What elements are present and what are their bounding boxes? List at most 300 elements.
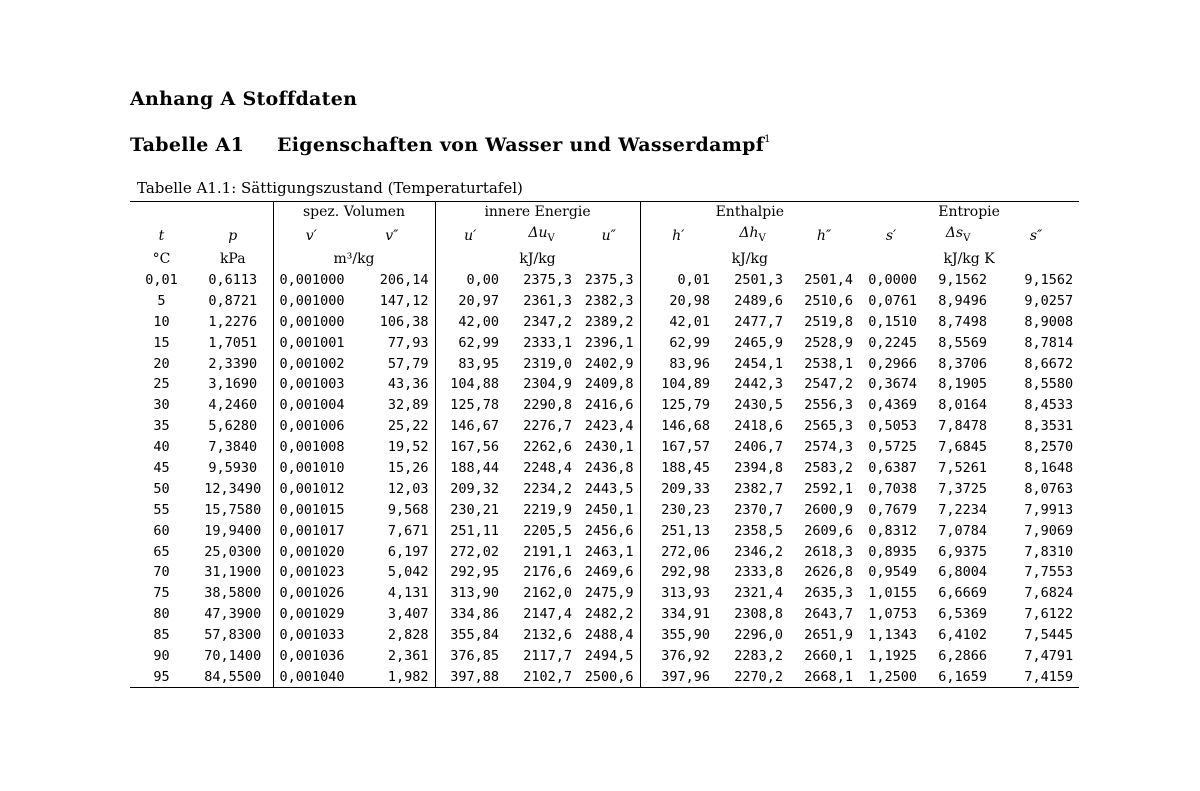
- cell-s-vapor: 9,1562: [1024, 272, 1074, 289]
- cell-u-vapor: 2382,3: [578, 290, 640, 311]
- cell-s-liquid: 1,0753: [868, 606, 918, 623]
- footnote-marker: 1: [764, 134, 771, 145]
- cell-v-vapor: 25,22: [349, 416, 435, 437]
- cell-temperature: 20: [153, 355, 170, 372]
- cell-h-liquid: 104,89: [661, 376, 711, 393]
- cell-pressure: 70,1400: [193, 646, 273, 667]
- cell-s-vapor: 7,9069: [1024, 522, 1074, 539]
- cell-s-liquid: 0,5725: [868, 439, 918, 456]
- table-row: [130, 311, 1079, 332]
- table-row: [130, 562, 1079, 583]
- cell-s-evap: 6,2866: [938, 648, 988, 665]
- cell-temperature: 75: [153, 585, 170, 602]
- cell-h-evap: 2454,1: [734, 355, 784, 372]
- cell-h-vapor: 2592,1: [804, 480, 854, 497]
- cell-s-evap: 7,0784: [938, 522, 988, 539]
- cell-v-vapor: 43,36: [349, 374, 435, 395]
- cell-u-evap: 2290,8: [523, 397, 573, 414]
- cell-u-evap: 2205,5: [523, 522, 573, 539]
- cell-u-liquid: 167,56: [450, 439, 500, 456]
- cell-pressure: 1,7051: [193, 332, 273, 353]
- cell-h-liquid: 20,98: [669, 292, 711, 309]
- cell-v-liquid: 0,001000: [279, 272, 345, 289]
- cell-s-liquid: 0,8312: [868, 522, 918, 539]
- cell-h-liquid: 83,96: [669, 355, 711, 372]
- cell-h-vapor: 2519,8: [804, 313, 854, 330]
- table-row: [130, 416, 1079, 437]
- cell-u-vapor: 2475,9: [578, 583, 640, 604]
- cell-s-vapor: 8,7814: [1024, 334, 1074, 351]
- cell-pressure: 7,3840: [193, 437, 273, 458]
- cell-u-liquid: 313,90: [450, 585, 500, 602]
- cell-s-vapor: 9,0257: [1024, 292, 1074, 309]
- cell-pressure: 31,1900: [193, 562, 273, 583]
- cell-u-evap: 2132,6: [523, 627, 573, 644]
- cell-h-vapor: 2583,2: [804, 460, 854, 477]
- table-number: Tabelle A1: [130, 134, 245, 156]
- cell-pressure: 47,3900: [193, 604, 273, 625]
- cell-u-liquid: 20,97: [458, 292, 500, 309]
- cell-h-liquid: 62,99: [669, 334, 711, 351]
- cell-temperature: 10: [153, 313, 170, 330]
- cell-u-liquid: 397,88: [450, 668, 500, 685]
- cell-h-vapor: 2600,9: [804, 501, 854, 518]
- cell-u-vapor: 2450,1: [578, 499, 640, 520]
- cell-h-liquid: 167,57: [661, 439, 711, 456]
- table-row: [130, 332, 1079, 353]
- cell-s-vapor: 8,4533: [1024, 397, 1074, 414]
- cell-s-liquid: 0,0761: [868, 292, 918, 309]
- cell-u-liquid: 251,11: [450, 522, 500, 539]
- cell-u-vapor: 2469,6: [578, 562, 640, 583]
- cell-u-evap: 2191,1: [523, 543, 573, 560]
- cell-u-liquid: 0,00: [466, 272, 500, 289]
- cell-pressure: 25,0300: [193, 541, 273, 562]
- cell-h-liquid: 251,13: [661, 522, 711, 539]
- header-cell-empty: [130, 202, 193, 223]
- cell-s-liquid: 0,6387: [868, 460, 918, 477]
- cell-s-evap: 7,5261: [938, 460, 988, 477]
- cell-s-liquid: 0,2245: [868, 334, 918, 351]
- cell-pressure: 57,8300: [193, 625, 273, 646]
- table-row: [130, 437, 1079, 458]
- cell-v-vapor: 19,52: [349, 437, 435, 458]
- cell-h-liquid: 355,90: [661, 627, 711, 644]
- cell-v-vapor: 4,131: [349, 583, 435, 604]
- table-row: [130, 270, 1079, 291]
- cell-h-vapor: 2538,1: [804, 355, 854, 372]
- cell-v-liquid: 0,001000: [279, 313, 345, 330]
- cell-s-evap: 7,8478: [938, 418, 988, 435]
- cell-pressure: 3,1690: [193, 374, 273, 395]
- saturation-table: [130, 201, 1079, 688]
- cell-pressure: 19,9400: [193, 520, 273, 541]
- cell-h-evap: 2270,2: [734, 668, 784, 685]
- cell-u-vapor: 2436,8: [578, 458, 640, 479]
- cell-v-liquid: 0,001020: [279, 543, 345, 560]
- cell-pressure: 84,5500: [193, 667, 273, 688]
- cell-temperature: 70: [153, 564, 170, 581]
- table-row: [130, 520, 1079, 541]
- cell-h-evap: 2489,6: [734, 292, 784, 309]
- cell-pressure: 2,3390: [193, 353, 273, 374]
- cell-s-vapor: 7,4159: [1024, 668, 1074, 685]
- cell-h-vapor: 2635,3: [804, 585, 854, 602]
- cell-pressure: 0,8721: [193, 290, 273, 311]
- cell-s-vapor: 8,2570: [1024, 439, 1074, 456]
- symbol-s2: s″: [1029, 227, 1043, 244]
- cell-pressure: 15,7580: [193, 499, 273, 520]
- symbol-h2: h″: [816, 227, 832, 244]
- cell-u-evap: 2176,6: [523, 564, 573, 581]
- cell-v-liquid: 0,001008: [279, 439, 345, 456]
- cell-s-liquid: 0,1510: [868, 313, 918, 330]
- cell-v-liquid: 0,001012: [279, 480, 345, 497]
- cell-h-evap: 2370,7: [734, 501, 784, 518]
- cell-v-vapor: 32,89: [349, 395, 435, 416]
- symbol-dh: $\Delta h_V$: [739, 224, 766, 244]
- cell-u-evap: 2304,9: [523, 376, 573, 393]
- appendix-heading: Anhang A Stoffdaten: [130, 88, 358, 110]
- symbol-u2: u″: [578, 223, 640, 249]
- cell-u-evap: 2319,0: [523, 355, 573, 372]
- table-row: [130, 541, 1079, 562]
- cell-s-liquid: 0,8935: [868, 543, 918, 560]
- cell-v-liquid: 0,001036: [279, 648, 345, 665]
- table-row: [130, 625, 1079, 646]
- cell-s-liquid: 0,9549: [868, 564, 918, 581]
- cell-u-liquid: 355,84: [450, 627, 500, 644]
- cell-temperature: 85: [153, 627, 170, 644]
- cell-s-evap: 8,3706: [938, 355, 988, 372]
- cell-u-vapor: 2416,6: [578, 395, 640, 416]
- cell-s-liquid: 0,2966: [868, 355, 918, 372]
- cell-u-vapor: 2463,1: [578, 541, 640, 562]
- cell-h-evap: 2394,8: [734, 460, 784, 477]
- cell-v-liquid: 0,001001: [279, 334, 345, 351]
- table-row: [130, 604, 1079, 625]
- cell-v-liquid: 0,001017: [279, 522, 345, 539]
- cell-u-evap: 2102,7: [523, 668, 573, 685]
- cell-h-evap: 2430,5: [734, 397, 784, 414]
- cell-h-evap: 2477,7: [734, 313, 784, 330]
- unit-t: °C: [152, 251, 171, 268]
- cell-h-evap: 2501,3: [734, 272, 784, 289]
- cell-h-evap: 2442,3: [734, 376, 784, 393]
- cell-u-liquid: 83,95: [458, 355, 500, 372]
- cell-u-vapor: 2409,8: [578, 374, 640, 395]
- symbol-s1: s′: [885, 227, 897, 244]
- cell-u-evap: 2234,2: [523, 480, 573, 497]
- cell-h-evap: 2382,7: [734, 480, 784, 497]
- cell-v-vapor: 57,79: [349, 353, 435, 374]
- cell-temperature: 50: [153, 480, 170, 497]
- table-row: [130, 667, 1079, 688]
- symbol-ds: $\Delta s_V$: [945, 224, 971, 244]
- cell-v-liquid: 0,001006: [279, 418, 345, 435]
- cell-v-liquid: 0,001015: [279, 501, 345, 518]
- unit-energy: kJ/kg: [435, 249, 640, 270]
- cell-temperature: 5: [157, 292, 166, 309]
- symbol-t: t: [158, 227, 165, 244]
- cell-pressure: 4,2460: [193, 395, 273, 416]
- cell-u-vapor: 2456,6: [578, 520, 640, 541]
- cell-h-vapor: 2547,2: [804, 376, 854, 393]
- cell-u-liquid: 188,44: [450, 460, 500, 477]
- cell-s-vapor: 8,3531: [1024, 418, 1074, 435]
- cell-v-liquid: 0,001033: [279, 627, 345, 644]
- cell-h-vapor: 2668,1: [804, 668, 854, 685]
- table-row: [130, 458, 1079, 479]
- cell-h-evap: 2333,8: [734, 564, 784, 581]
- cell-h-vapor: 2528,9: [804, 334, 854, 351]
- cell-h-evap: 2358,5: [734, 522, 784, 539]
- cell-s-liquid: 0,3674: [868, 376, 918, 393]
- cell-u-vapor: 2389,2: [578, 311, 640, 332]
- cell-u-evap: 2162,0: [523, 585, 573, 602]
- cell-s-vapor: 7,9913: [1024, 501, 1074, 518]
- table-row: [130, 353, 1079, 374]
- cell-h-vapor: 2660,1: [804, 648, 854, 665]
- cell-u-liquid: 62,99: [458, 334, 500, 351]
- cell-s-liquid: 0,0000: [868, 272, 918, 289]
- cell-v-vapor: 7,671: [349, 520, 435, 541]
- header-cell-empty: [193, 202, 273, 223]
- cell-u-vapor: 2494,5: [578, 646, 640, 667]
- cell-s-vapor: 7,6122: [1024, 606, 1074, 623]
- cell-h-evap: 2418,6: [734, 418, 784, 435]
- cell-h-liquid: 397,96: [661, 668, 711, 685]
- cell-v-liquid: 0,001003: [279, 376, 345, 393]
- cell-s-vapor: 7,5445: [1024, 627, 1074, 644]
- cell-h-evap: 2406,7: [734, 439, 784, 456]
- cell-s-vapor: 8,0763: [1024, 480, 1074, 497]
- cell-s-evap: 6,4102: [938, 627, 988, 644]
- cell-v-liquid: 0,001029: [279, 606, 345, 623]
- cell-s-evap: 8,1905: [938, 376, 988, 393]
- table-title: Eigenschaften von Wasser und Wasserdampf: [277, 134, 765, 156]
- cell-s-liquid: 1,1925: [868, 648, 918, 665]
- cell-s-liquid: 0,5053: [868, 418, 918, 435]
- cell-s-evap: 7,2234: [938, 501, 988, 518]
- cell-h-liquid: 313,93: [661, 585, 711, 602]
- cell-s-liquid: 1,0155: [868, 585, 918, 602]
- symbol-v1: v′: [305, 227, 317, 244]
- cell-u-liquid: 230,21: [450, 501, 500, 518]
- cell-u-vapor: 2396,1: [578, 332, 640, 353]
- cell-h-evap: 2465,9: [734, 334, 784, 351]
- unit-p: kPa: [193, 249, 273, 270]
- cell-v-vapor: 206,14: [349, 270, 435, 291]
- cell-v-liquid: 0,001026: [279, 585, 345, 602]
- table-row: [130, 290, 1079, 311]
- cell-pressure: 0,6113: [193, 270, 273, 291]
- cell-s-vapor: 7,6824: [1024, 585, 1074, 602]
- cell-v-vapor: 77,93: [349, 332, 435, 353]
- cell-temperature: 80: [153, 606, 170, 623]
- cell-temperature: 35: [153, 418, 170, 435]
- cell-v-vapor: 15,26: [349, 458, 435, 479]
- cell-s-liquid: 0,7679: [868, 501, 918, 518]
- cell-v-vapor: 6,197: [349, 541, 435, 562]
- cell-s-vapor: 8,5580: [1024, 376, 1074, 393]
- cell-h-liquid: 230,23: [661, 501, 711, 518]
- table-row: [130, 374, 1079, 395]
- cell-s-evap: 8,0164: [938, 397, 988, 414]
- cell-v-liquid: 0,001010: [279, 460, 345, 477]
- unit-header-row: [130, 249, 1079, 270]
- unit-enthalpy: kJ/kg: [731, 251, 768, 268]
- cell-s-evap: 7,3725: [938, 480, 988, 497]
- cell-h-vapor: 2643,7: [804, 606, 854, 623]
- cell-s-vapor: 7,4791: [1024, 648, 1074, 665]
- cell-s-evap: 6,1659: [938, 668, 988, 685]
- cell-h-evap: 2308,8: [734, 606, 784, 623]
- cell-temperature: 45: [153, 460, 170, 477]
- cell-h-liquid: 292,98: [661, 564, 711, 581]
- cell-u-evap: 2262,6: [523, 439, 573, 456]
- cell-s-liquid: 1,2500: [868, 668, 918, 685]
- cell-u-vapor: 2423,4: [578, 416, 640, 437]
- cell-h-liquid: 125,79: [661, 397, 711, 414]
- cell-h-liquid: 209,33: [661, 480, 711, 497]
- cell-s-evap: 6,9375: [938, 543, 988, 560]
- cell-s-evap: 8,9496: [938, 292, 988, 309]
- group-header-row: [130, 202, 1079, 223]
- table-row: [130, 395, 1079, 416]
- cell-u-liquid: 146,67: [450, 418, 500, 435]
- unit-volume: m³/kg: [273, 249, 435, 270]
- cell-u-evap: 2219,9: [523, 501, 573, 518]
- cell-v-vapor: 9,568: [349, 499, 435, 520]
- cell-s-evap: 6,8004: [938, 564, 988, 581]
- cell-h-evap: 2283,2: [734, 648, 784, 665]
- cell-h-liquid: 146,68: [661, 418, 711, 435]
- cell-u-liquid: 104,88: [450, 376, 500, 393]
- cell-pressure: 1,2276: [193, 311, 273, 332]
- cell-u-liquid: 125,78: [450, 397, 500, 414]
- cell-s-vapor: 8,6672: [1024, 355, 1074, 372]
- cell-h-vapor: 2609,6: [804, 522, 854, 539]
- cell-u-liquid: 42,00: [458, 313, 500, 330]
- symbol-h1: h′: [672, 227, 685, 244]
- cell-u-evap: 2276,7: [523, 418, 573, 435]
- cell-u-vapor: 2443,5: [578, 478, 640, 499]
- cell-v-liquid: 0,001040: [279, 668, 345, 685]
- cell-h-vapor: 2510,6: [804, 292, 854, 309]
- cell-temperature: 30: [153, 397, 170, 414]
- cell-temperature: 40: [153, 439, 170, 456]
- cell-s-liquid: 0,4369: [868, 397, 918, 414]
- cell-temperature: 65: [153, 543, 170, 560]
- cell-h-vapor: 2565,3: [804, 418, 854, 435]
- table-row: [130, 646, 1079, 667]
- cell-u-evap: 2375,3: [523, 272, 573, 289]
- table-heading: [130, 134, 771, 156]
- cell-u-vapor: 2482,2: [578, 604, 640, 625]
- cell-temperature: 90: [153, 648, 170, 665]
- group-header-enthalpy: Enthalpie: [715, 204, 785, 221]
- cell-s-evap: 6,5369: [938, 606, 988, 623]
- cell-u-vapor: 2430,1: [578, 437, 640, 458]
- cell-s-liquid: 0,7038: [868, 480, 918, 497]
- cell-v-liquid: 0,001004: [279, 397, 345, 414]
- cell-h-liquid: 376,92: [661, 648, 711, 665]
- cell-v-vapor: 106,38: [349, 311, 435, 332]
- cell-h-liquid: 42,01: [669, 313, 711, 330]
- cell-v-vapor: 3,407: [349, 604, 435, 625]
- cell-s-evap: 6,6669: [938, 585, 988, 602]
- cell-h-evap: 2346,2: [734, 543, 784, 560]
- cell-h-vapor: 2626,8: [804, 564, 854, 581]
- table-row: [130, 583, 1079, 604]
- symbol-du: $\Delta u_V$: [528, 224, 555, 244]
- cell-h-liquid: 0,01: [677, 272, 711, 289]
- cell-h-vapor: 2574,3: [804, 439, 854, 456]
- cell-s-evap: 9,1562: [938, 272, 988, 289]
- cell-s-vapor: 7,7553: [1024, 564, 1074, 581]
- cell-u-liquid: 376,85: [450, 648, 500, 665]
- cell-v-vapor: 2,361: [349, 646, 435, 667]
- cell-u-liquid: 334,86: [450, 606, 500, 623]
- symbol-v2: v″: [349, 223, 435, 249]
- cell-u-evap: 2361,3: [523, 292, 573, 309]
- cell-temperature: 25: [153, 376, 170, 393]
- cell-h-liquid: 334,91: [661, 606, 711, 623]
- cell-temperature: 0,01: [145, 272, 178, 289]
- cell-h-liquid: 272,06: [661, 543, 711, 560]
- cell-temperature: 95: [153, 668, 170, 685]
- cell-h-vapor: 2501,4: [804, 272, 854, 289]
- cell-h-evap: 2296,0: [734, 627, 784, 644]
- cell-s-evap: 8,7498: [938, 313, 988, 330]
- table-caption: Tabelle A1.1: Sättigungszustand (Temperaturtafel): [137, 179, 523, 197]
- cell-h-vapor: 2651,9: [804, 627, 854, 644]
- cell-h-liquid: 188,45: [661, 460, 711, 477]
- cell-v-vapor: 5,042: [349, 562, 435, 583]
- group-header-energy: innere Energie: [435, 202, 640, 223]
- cell-temperature: 55: [153, 501, 170, 518]
- cell-u-vapor: 2488,4: [578, 625, 640, 646]
- cell-u-vapor: 2375,3: [578, 270, 640, 291]
- cell-h-evap: 2321,4: [734, 585, 784, 602]
- cell-v-liquid: 0,001000: [279, 292, 345, 309]
- cell-s-evap: 8,5569: [938, 334, 988, 351]
- table-row: [130, 499, 1079, 520]
- group-header-volume: spez. Volumen: [273, 202, 435, 223]
- cell-temperature: 15: [153, 334, 170, 351]
- cell-v-vapor: 2,828: [349, 625, 435, 646]
- cell-h-vapor: 2618,3: [804, 543, 854, 560]
- table-row: [130, 478, 1079, 499]
- cell-h-vapor: 2556,3: [804, 397, 854, 414]
- cell-v-liquid: 0,001002: [279, 355, 345, 372]
- cell-pressure: 38,5800: [193, 583, 273, 604]
- cell-u-vapor: 2402,9: [578, 353, 640, 374]
- symbol-p: p: [193, 223, 273, 249]
- cell-u-liquid: 292,95: [450, 564, 500, 581]
- cell-s-liquid: 1,1343: [868, 627, 918, 644]
- symbol-header-row: [130, 223, 1079, 249]
- cell-u-evap: 2248,4: [523, 460, 573, 477]
- cell-v-liquid: 0,001023: [279, 564, 345, 581]
- cell-v-vapor: 147,12: [349, 290, 435, 311]
- cell-s-vapor: 8,9008: [1024, 313, 1074, 330]
- cell-pressure: 5,6280: [193, 416, 273, 437]
- cell-s-vapor: 7,8310: [1024, 543, 1074, 560]
- cell-temperature: 60: [153, 522, 170, 539]
- symbol-u1: u′: [464, 227, 477, 244]
